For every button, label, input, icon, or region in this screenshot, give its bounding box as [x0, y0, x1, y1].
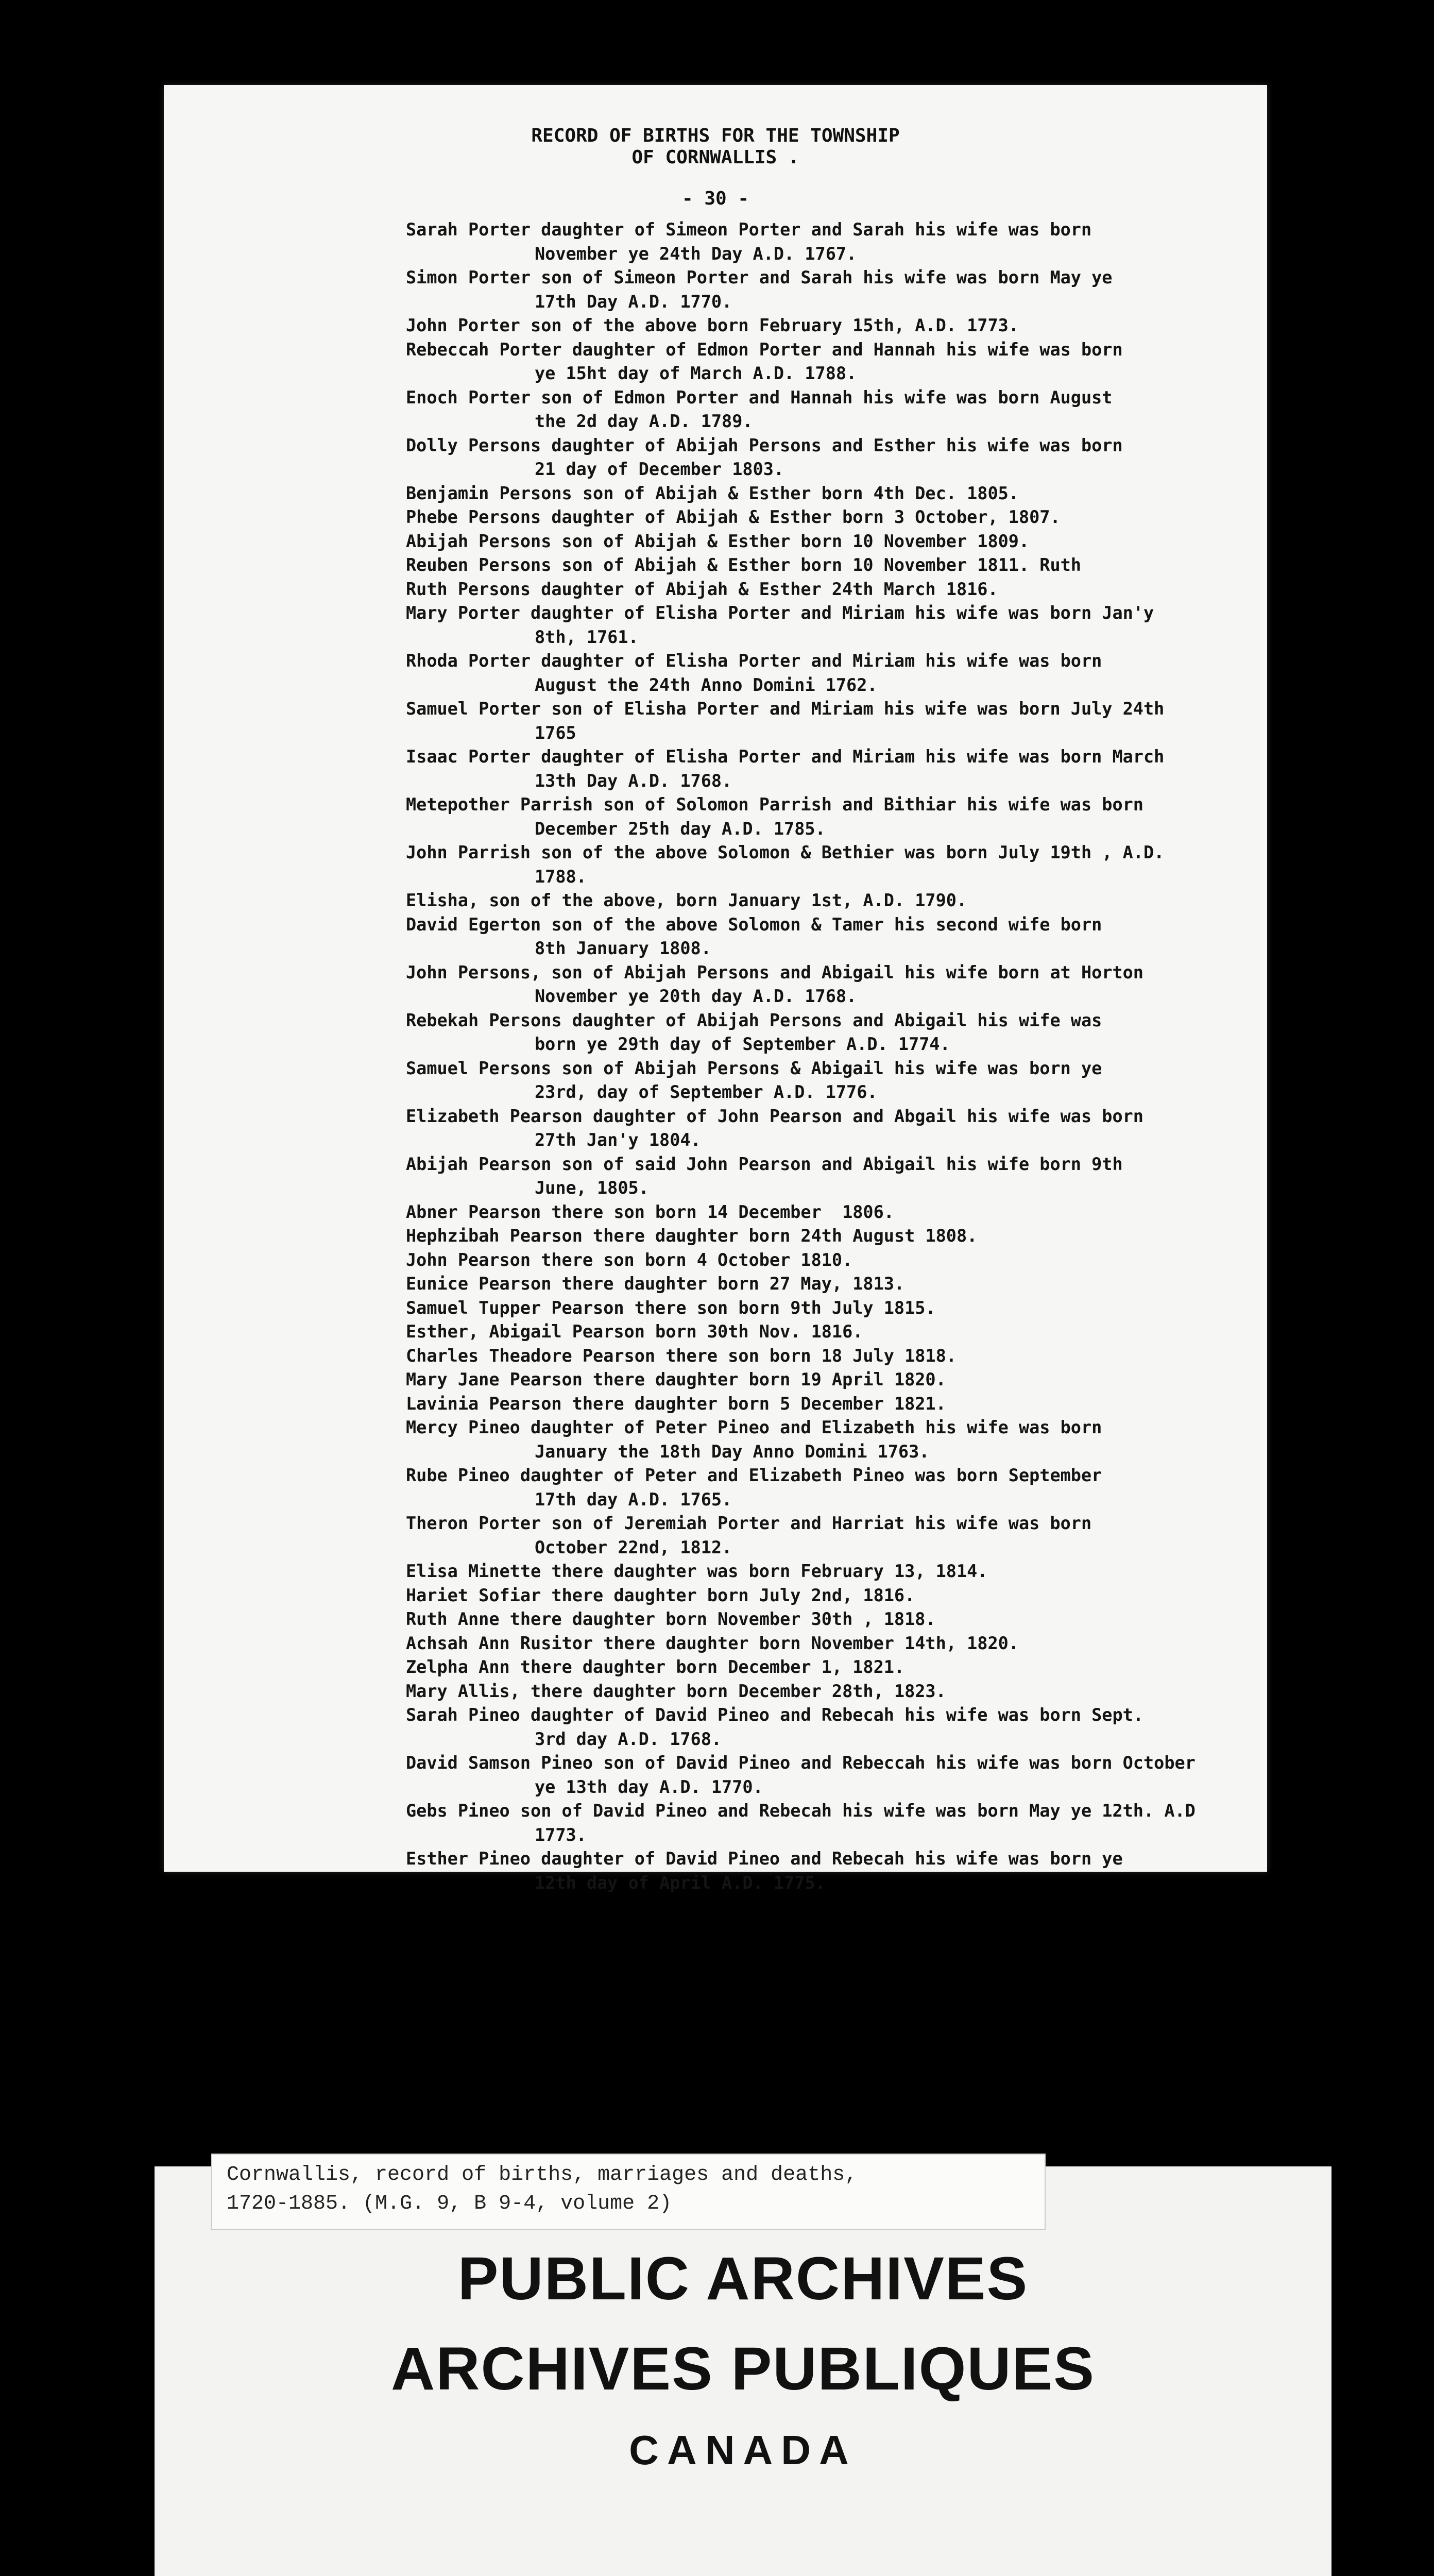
- entry-continuation: 27th Jan'y 1804.: [535, 1130, 701, 1150]
- entry-line: Dolly Persons daughter of Abijah Persons and Esther his wife was born: [406, 435, 1123, 455]
- entry-line: Gebs Pineo son of David Pineo and Rebecah his wife was born May ye 12th. A.D: [406, 1801, 1196, 1821]
- birth-entry: [406, 1296, 1256, 1320]
- entry-line: Reuben Persons son of Abijah & Esther born 10 November 1811. Ruth: [406, 555, 1081, 575]
- birth-entry: [406, 745, 1256, 793]
- entry-line: John Porter son of the above born February 15th, A.D. 1773.: [406, 315, 1019, 335]
- birth-entry: [406, 1584, 1256, 1608]
- birth-entry: [406, 1153, 1256, 1200]
- entry-line: Benjamin Persons son of Abijah & Esther born 4th Dec. 1805.: [406, 483, 1019, 503]
- entry-line: John Pearson there son born 4 October 1810.: [406, 1249, 853, 1270]
- entry-line: Mercy Pineo daughter of Peter Pineo and Elizabeth his wife was born: [406, 1417, 1102, 1437]
- collection-label-line1: Cornwallis, record of births, marriages and deaths,: [227, 2163, 858, 2187]
- birth-entry: [406, 1464, 1256, 1512]
- entry-line: Hariet Sofiar there daughter born July 2nd, 1816.: [406, 1585, 915, 1605]
- birth-entry: [406, 1272, 1256, 1296]
- entry-continuation: 3rd day A.D. 1768.: [535, 1728, 722, 1749]
- entry-line: Theron Porter son of Jeremiah Porter and Harriat his wife was born: [406, 1513, 1092, 1533]
- entry-line: John Parrish son of the above Solomon & Bethier was born July 19th , A.D.: [406, 842, 1165, 862]
- entry-continuation: 1788.: [535, 866, 587, 887]
- entry-line: Rebekah Persons daughter of Abijah Persons and Abigail his wife was: [406, 1010, 1102, 1030]
- birth-entry: [406, 961, 1256, 1009]
- entry-continuation: June, 1805.: [535, 1178, 649, 1198]
- birth-entry: [406, 266, 1256, 314]
- entry-continuation: 21 day of December 1803.: [535, 459, 784, 479]
- birth-entry: [406, 1200, 1256, 1225]
- birth-entry: [406, 1799, 1256, 1847]
- entry-line: John Persons, son of Abijah Persons and Abigail his wife born at Horton: [406, 962, 1143, 982]
- birth-entry: [406, 1847, 1256, 1895]
- birth-entry: [406, 1368, 1256, 1392]
- page-number: - 30 -: [681, 188, 749, 209]
- birth-entry: [406, 1703, 1256, 1751]
- birth-entry: [406, 649, 1256, 697]
- entry-line: Zelpha Ann there daughter born December 1, 1821.: [406, 1657, 905, 1677]
- entry-line: David Samson Pineo son of David Pineo and Rebeccah his wife was born October: [406, 1753, 1196, 1773]
- entry-line: Isaac Porter daughter of Elisha Porter and Miriam his wife was born March: [406, 747, 1165, 767]
- birth-entry: [406, 1224, 1256, 1248]
- canada-heading: CANADA: [629, 2427, 857, 2473]
- entry-continuation: born ye 29th day of September A.D. 1774.: [535, 1034, 950, 1054]
- entry-line: Elisa Minette there daughter was born February 13, 1814.: [406, 1561, 988, 1581]
- entry-line: Samuel Tupper Pearson there son born 9th July 1815.: [406, 1297, 936, 1318]
- birth-entry: [406, 434, 1256, 482]
- entry-continuation: December 25th day A.D. 1785.: [535, 818, 826, 839]
- entry-line: Metepother Parrish son of Solomon Parrish and Bithiar his wife was born: [406, 794, 1143, 815]
- record-title-line1: RECORD OF BIRTHS FOR THE TOWNSHIP: [531, 125, 900, 146]
- entry-line: Esther, Abigail Pearson born 30th Nov. 1816.: [406, 1321, 863, 1342]
- entry-continuation: 8th January 1808.: [535, 938, 711, 958]
- entry-line: Ruth Anne there daughter born November 30th , 1818.: [406, 1609, 936, 1629]
- entry-line: Sarah Pineo daughter of David Pineo and Rebecah his wife was born Sept.: [406, 1705, 1143, 1725]
- birth-entry: [406, 482, 1256, 506]
- entry-line: Charles Theadore Pearson there son born 18 July 1818.: [406, 1345, 957, 1366]
- birth-entry: [406, 1392, 1256, 1416]
- birth-entry: [406, 1105, 1256, 1153]
- entry-line: Esther Pineo daughter of David Pineo and Rebecah his wife was born ye: [406, 1849, 1123, 1869]
- birth-entry: [406, 1320, 1256, 1344]
- birth-entry: [406, 314, 1256, 338]
- birth-entry: [406, 1632, 1256, 1656]
- entry-continuation: 1765: [535, 722, 576, 743]
- birth-entry: [406, 1057, 1256, 1105]
- document-page: [164, 85, 1267, 1893]
- birth-entry: [406, 697, 1256, 745]
- entry-continuation: 17th Day A.D. 1770.: [535, 291, 732, 312]
- birth-entry: [406, 578, 1256, 602]
- birth-entry: [406, 1560, 1256, 1584]
- entry-continuation: October 22nd, 1812.: [535, 1537, 732, 1557]
- entry-continuation: 13th Day A.D. 1768.: [535, 770, 732, 791]
- birth-entry: [406, 338, 1256, 386]
- entry-line: Eunice Pearson there daughter born 27 May, 1813.: [406, 1274, 905, 1294]
- entry-line: Elizabeth Pearson daughter of John Pearson and Abgail his wife was born: [406, 1106, 1143, 1126]
- entry-continuation: the 2d day A.D. 1789.: [535, 411, 753, 431]
- birth-entry: [406, 386, 1256, 434]
- birth-entry: [406, 601, 1256, 649]
- birth-entry: [406, 553, 1256, 578]
- entry-line: Lavinia Pearson there daughter born 5 December 1821.: [406, 1393, 946, 1414]
- archives-publiques-heading: ARCHIVES PUBLIQUES: [391, 2335, 1095, 2403]
- entry-line: Abner Pearson there son born 14 December 1806.: [406, 1201, 894, 1222]
- entry-line: Ruth Persons daughter of Abijah & Esther 24th March 1816.: [406, 579, 998, 599]
- entry-line: Sarah Porter daughter of Simeon Porter and Sarah his wife was born: [406, 219, 1092, 240]
- entry-line: Mary Porter daughter of Elisha Porter and Miriam his wife was born Jan'y: [406, 603, 1154, 623]
- entry-line: Simon Porter son of Simeon Porter and Sarah his wife was born May ye: [406, 267, 1113, 287]
- public-archives-heading: PUBLIC ARCHIVES: [457, 2245, 1029, 2313]
- entry-continuation: 1773.: [535, 1824, 587, 1845]
- entry-continuation: November ye 24th Day A.D. 1767.: [535, 243, 857, 264]
- birth-entry: [406, 1009, 1256, 1057]
- birth-entry: [406, 793, 1256, 841]
- birth-entries-list: [406, 218, 1256, 1895]
- entry-line: Abijah Persons son of Abijah & Esther born 10 November 1809.: [406, 531, 1030, 551]
- birth-entry: [406, 1248, 1256, 1273]
- entry-continuation: ye 13th day A.D. 1770.: [535, 1776, 763, 1797]
- entry-line: Rhoda Porter daughter of Elisha Porter and Miriam his wife was born: [406, 651, 1102, 671]
- birth-entry: [406, 913, 1256, 961]
- entry-line: Rebeccah Porter daughter of Edmon Porter and Hannah his wife was born: [406, 339, 1123, 360]
- birth-entry: [406, 530, 1256, 554]
- birth-entry: [406, 1344, 1256, 1368]
- birth-entry: [406, 1512, 1256, 1560]
- birth-entry: [406, 1680, 1256, 1704]
- entry-line: Elisha, son of the above, born January 1st, A.D. 1790.: [406, 890, 967, 910]
- birth-entry: [406, 218, 1256, 266]
- birth-entry: [406, 889, 1256, 913]
- birth-entry: [406, 1751, 1256, 1799]
- entry-continuation: November ye 20th day A.D. 1768.: [535, 986, 857, 1006]
- birth-entry: [406, 1416, 1256, 1464]
- birth-entry: [406, 505, 1256, 530]
- entry-continuation: 23rd, day of September A.D. 1776.: [535, 1082, 878, 1102]
- birth-entry: [406, 1607, 1256, 1632]
- entry-continuation: 12th day of April A.D. 1775.: [535, 1872, 826, 1893]
- entry-continuation: 17th day A.D. 1765.: [535, 1489, 732, 1510]
- collection-label: [211, 2154, 1046, 2230]
- entry-line: David Egerton son of the above Solomon & Tamer his second wife born: [406, 914, 1102, 935]
- collection-label-line2: 1720-1885. (M.G. 9, B 9-4, volume 2): [227, 2192, 672, 2215]
- entry-line: Mary Allis, there daughter born December 28th, 1823.: [406, 1681, 946, 1701]
- entry-line: Samuel Porter son of Elisha Porter and Miriam his wife was born July 24th: [406, 699, 1165, 719]
- entry-line: Achsah Ann Rusitor there daughter born November 14th, 1820.: [406, 1633, 1019, 1653]
- entry-line: Enoch Porter son of Edmon Porter and Hannah his wife was born August: [406, 387, 1113, 408]
- entry-line: Rube Pineo daughter of Peter and Elizabeth Pineo was born September: [406, 1465, 1102, 1485]
- record-title-line2: OF CORNWALLIS .: [631, 147, 799, 168]
- entry-continuation: 8th, 1761.: [535, 626, 639, 647]
- entry-line: Abijah Pearson son of said John Pearson and Abigail his wife born 9th: [406, 1154, 1123, 1174]
- entry-continuation: August the 24th Anno Domini 1762.: [535, 674, 878, 695]
- entry-continuation: ye 15ht day of March A.D. 1788.: [535, 363, 857, 383]
- entry-line: Mary Jane Pearson there daughter born 19 April 1820.: [406, 1369, 946, 1389]
- entry-line: Samuel Persons son of Abijah Persons & Abigail his wife was born ye: [406, 1058, 1102, 1078]
- birth-entry: [406, 841, 1256, 889]
- entry-line: Phebe Persons daughter of Abijah & Esther born 3 October, 1807.: [406, 507, 1061, 527]
- entry-line: Hephzibah Pearson there daughter born 24th August 1808.: [406, 1226, 978, 1246]
- entry-continuation: January the 18th Day Anno Domini 1763.: [535, 1441, 930, 1462]
- birth-entry: [406, 1655, 1256, 1680]
